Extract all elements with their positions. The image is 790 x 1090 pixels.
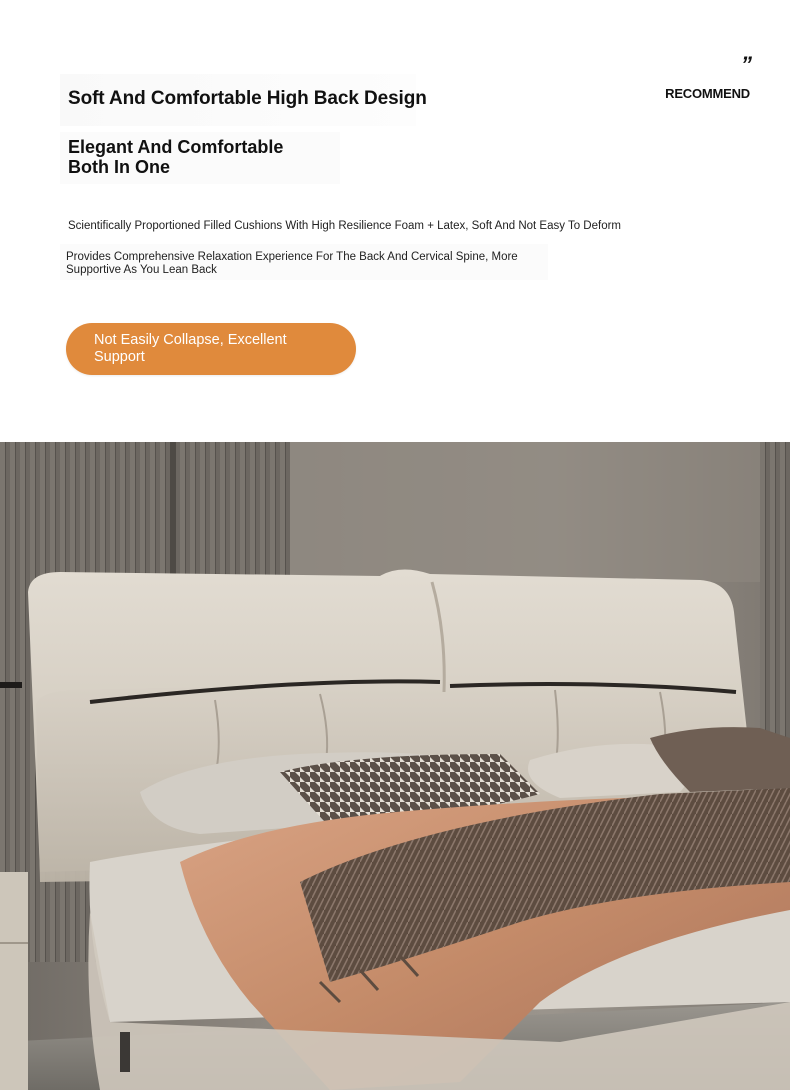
quote-mark: ” xyxy=(741,52,750,77)
page-title: Soft And Comfortable High Back Design xyxy=(68,88,427,109)
leather-bed-image xyxy=(0,442,790,1090)
subtitle-line-1: Elegant And Comfortable xyxy=(68,137,284,157)
description-line-1: Scientifically Proportioned Filled Cushions With High Resilience Foam + Latex, Soft And Not Easy To Deform xyxy=(68,220,621,232)
subtitle xyxy=(68,137,283,177)
subtitle-line-2: Both In One xyxy=(68,157,170,177)
support-highlight-badge xyxy=(66,323,356,375)
description-line-2: Provides Comprehensive Relaxation Experience For The Back And Cervical Spine, More Supportive As You Lean Back xyxy=(66,251,518,276)
support-highlight-label: Not Easily Collapse, Excellent Support xyxy=(94,332,287,365)
recommend-label: RECOMMEND xyxy=(665,86,750,101)
product-info-section xyxy=(0,0,790,442)
